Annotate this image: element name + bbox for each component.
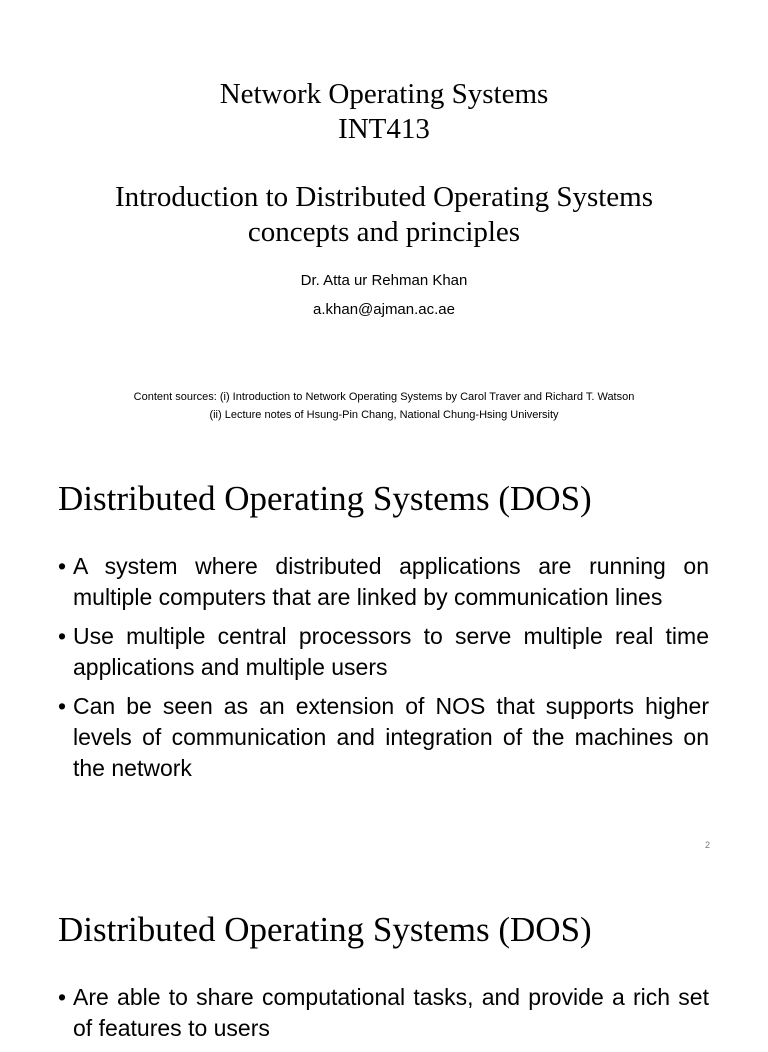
bullet-text: Are able to share computational tasks, and provide a rich set of features to users xyxy=(73,984,709,1041)
content-slide-2 xyxy=(0,440,768,880)
title-slide xyxy=(0,0,768,440)
slide-heading: Distributed Operating Systems (DOS) xyxy=(58,910,592,949)
course-title: Network Operating Systems xyxy=(219,78,549,110)
bullet-icon: • xyxy=(58,623,67,649)
bullet-item xyxy=(58,551,709,613)
slide-heading: Distributed Operating Systems (DOS) xyxy=(58,479,592,518)
content-sources-line2: (ii) Lecture notes of Hsung-Pin Chang, National Chung-Hsing University xyxy=(209,409,559,421)
author-name: Dr. Atta ur Rehman Khan xyxy=(300,272,468,289)
lecture-title: Introduction to Distributed Operating Systems xyxy=(114,181,654,213)
bullet-text: A system where distributed applications are running on multiple computers that are linked by communication lines xyxy=(73,553,709,610)
page-number: 2 xyxy=(704,840,710,850)
bullet-list xyxy=(58,551,709,792)
course-code: INT413 xyxy=(338,113,430,145)
bullet-list xyxy=(58,982,709,1052)
bullet-item xyxy=(58,982,709,1044)
content-sources-line1: Content sources: (i) Introduction to Network Operating Systems by Carol Traver and Richard T. Watson xyxy=(133,391,635,403)
bullet-item xyxy=(58,621,709,683)
author-email: a.khan@ajman.ac.ae xyxy=(313,301,455,318)
content-slide-3 xyxy=(0,880,768,1041)
bullet-text: Can be seen as an extension of NOS that supports higher levels of communication and integration of the machines on the network xyxy=(73,693,709,781)
lecture-subtitle: concepts and principles xyxy=(247,216,521,248)
bullet-icon: • xyxy=(58,553,67,579)
bullet-text: Use multiple central processors to serve multiple real time applications and multiple users xyxy=(73,623,709,680)
bullet-icon: • xyxy=(58,984,67,1010)
bullet-item xyxy=(58,691,709,784)
bullet-icon: • xyxy=(58,693,67,719)
